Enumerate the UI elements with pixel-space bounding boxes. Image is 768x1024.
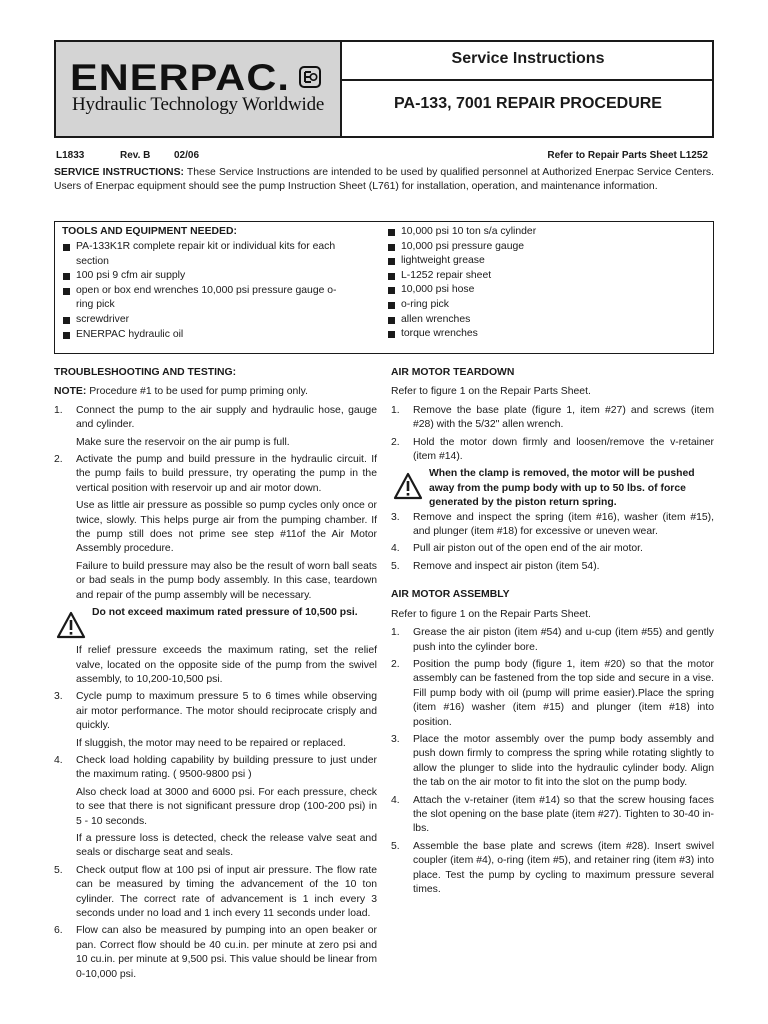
warning-icon xyxy=(393,472,423,500)
step-5: 5. Check output flow at 100 psi of input air pressure. The flow rate can be measured by timing the advancement of the 10 ton cylinder. The correct rate of advancement is 1 inch every 3 seconds under no load and 1 inch every 11 seconds under load. xyxy=(54,864,377,919)
revision: Rev. B xyxy=(120,150,151,161)
step-text: Place the motor assembly over the pump body assembly and push down firmly to compress the spring while rotating slightly to allow the plunger to slide into the hydraulic cylinder body. Align the tab on the air motor to fit into the slot on the pump body. xyxy=(413,733,714,789)
teardown-step-2: 2. Hold the motor down firmly and loosen/remove the v-retainer (item #14). xyxy=(391,436,714,463)
assembly-step-4: 4. Attach the v-retainer (item #14) so that the screw housing faces the slot opening on the base plate (item #27). Tighten to 30-40 in-lbs. xyxy=(391,794,714,835)
warning-text: Do not exceed maximum rated pressure of 10,500 psi. xyxy=(92,607,358,619)
step-text: Assemble the base plate and screws (item #28). Insert swivel coupler (item #4), o-ring (item #5), and retainer ring (item #3) into place. Test the pump by cycling to maximum pressure several times. xyxy=(413,840,714,895)
step-4: 4. Check load holding capability by building pressure to just under the maximum rating. ( 9500-9800 psi ) xyxy=(54,754,377,781)
list-item: torque wrenches xyxy=(387,327,687,342)
list-item: L-1252 repair sheet xyxy=(387,269,687,284)
step-2: 2. Activate the pump and build pressure in the hydraulic circuit. If the pump fails to build pressure, try operating the pump in the vertical position with reservoir up and air motor down. xyxy=(54,454,377,494)
list-item: PA-133K1R complete repair kit or individual kits for each section xyxy=(62,240,338,269)
teardown-intro: Refer to figure 1 on the Repair Parts Sheet. xyxy=(391,386,591,398)
procedure-title: PA-133, 7001 REPAIR PROCEDURE xyxy=(394,95,662,112)
step-text: Cycle pump to maximum pressure 5 to 6 times while observing air motor performance. The motor should reciprocate crisply and quickly. xyxy=(76,691,377,732)
list-item: ENERPAC hydraulic oil xyxy=(62,328,338,343)
step-text: Position the pump body (figure 1, item #20) so that the motor assembly can be fastened from the top side and secure in a vise. Fill pump body with oil (pump will prime easier).Place the spring (item #16) washer (item #15) and plunger (item #18) into position. xyxy=(413,658,714,728)
intro-label: SERVICE INSTRUCTIONS: xyxy=(54,167,184,178)
note xyxy=(54,385,377,399)
step-text: Check load holding capability by building pressure to just under the maximum rating. ( 9500-9800 psi ) xyxy=(76,754,377,781)
intro-paragraph xyxy=(54,166,714,195)
step-text: Check output flow at 100 psi of input air pressure. The flow rate can be measured by timing the advancement of the 10 ton cylinder. The correct rate of advancement is 1 inch every 3 seconds under no load and 1 inch every 11 seconds under load. xyxy=(76,864,377,919)
note-text: Procedure #1 to be used for pump priming only. xyxy=(89,386,308,398)
doc-date: 02/06 xyxy=(174,150,200,161)
pressure-warning xyxy=(54,606,377,644)
air-motor-section xyxy=(391,366,714,897)
teardown-step-5: 5. Remove and inspect air piston (item 54). xyxy=(391,560,600,572)
step-4-note-b: If a pressure loss is detected, check the release valve seat and seals or discharge seat and seals. xyxy=(76,832,377,859)
step-text: Hold the motor down firmly and loosen/remove the v-retainer (item #14). xyxy=(413,436,714,463)
step-text: Activate the pump and build pressure in the hydraulic circuit. If the pump fails to build pressure, try operating the pump in the vertical position with reservoir up and air motor down. xyxy=(76,454,377,494)
step-2-note-b: Failure to build pressure may also be the result of worn ball seats or bad seals in the pump body assembly. In this case, teardown and repair of the pump assembly will be necessary. xyxy=(76,560,377,601)
step-4-note-a: Also check load at 3000 and 6000 psi. For each pressure, check to see that there is not significant pressure drop (100-200 psi) in 5 - 10 seconds. xyxy=(76,786,377,827)
teardown-step-4: 4. Pull air piston out of the open end of the air motor. xyxy=(391,543,643,555)
list-item: 10,000 psi 10 ton s/a cylinder xyxy=(387,225,687,240)
step-text: Remove and inspect the spring (item #16), washer (item #15), and plunger (item #18) for excessive or uneven wear. xyxy=(413,511,714,538)
step-2-note-c: If relief pressure exceeds the maximum rating, set the relief valve, located on the opposite side of the pump from the swivel assembly, to 10,200-10,500 psi. xyxy=(76,645,377,685)
note-label: NOTE: xyxy=(54,386,87,398)
assembly-intro: Refer to figure 1 on the Repair Parts Sheet. xyxy=(391,608,591,620)
warning-text: When the clamp is removed, the motor will be pushed away from the pump body with up to 50 lbs. of force generated by the piston return spring. xyxy=(429,468,695,509)
document-header xyxy=(54,40,714,138)
step-2-note-a: Use as little air pressure as possible so pump cycles only once or twice, slowly. This helps purge air from the pumping chamber. If the pump still does not prime see step #11of the Air Motor Assembly procedure. xyxy=(76,500,377,555)
list-item: screwdriver xyxy=(62,313,338,328)
enerpac-logo: ENERPAC. xyxy=(70,57,291,98)
intro-text: These Service Instructions are intended to be used by qualified personnel at Authorized Enerpac Service Centers. Users of Enerpac equipment should see the pump Instruction Sheet (L761) for installation, operation, and maintenance information. xyxy=(54,167,714,193)
teardown-heading: AIR MOTOR TEARDOWN xyxy=(391,367,515,378)
tools-list-right xyxy=(387,225,687,342)
teardown-step-1: 1. Remove the base plate (figure 1, item #27) and screws (item #28) with the 5/32" allen wrench. xyxy=(391,404,714,431)
step-1-note: Make sure the reservoir on the air pump is full. xyxy=(76,436,290,448)
teardown-step-3: 3. Remove and inspect the spring (item #16), washer (item #15), and plunger (item #18) for excessive or uneven wear. xyxy=(391,511,714,538)
list-item: lightweight grease xyxy=(387,254,687,269)
step-text: Flow can also be measured by pumping into an open beaker or pan. Correct flow should be 40 cu.in. per minute at zero psi and 10 cu.in. per minute at 9,500 psi. This value should be linear from 0-10,000 psi. xyxy=(76,925,377,980)
list-item: allen wrenches xyxy=(387,313,687,328)
logo-mark-icon xyxy=(299,66,321,88)
list-item: o-ring pick xyxy=(387,298,687,313)
assembly-step-1: 1. Grease the air piston (item #54) and u-cup (item #55) and gently push into the cylinder bore. xyxy=(391,627,714,653)
tools-equipment-box xyxy=(54,221,714,354)
parts-sheet-reference: Refer to Repair Parts Sheet L1252 xyxy=(547,150,708,161)
step-text: Attach the v-retainer (item #14) so that the screw housing faces the slot opening on the base plate (item #27). Tighten to 30-40 in-lbs. xyxy=(413,794,714,835)
list-item: 100 psi 9 cfm air supply xyxy=(62,269,338,284)
step-text: Grease the air piston (item #54) and u-cup (item #55) and gently push into the cylinder bore. xyxy=(413,627,714,653)
step-6: 6. Flow can also be measured by pumping into an open beaker or pan. Correct flow should be 40 cu.in. per minute at zero psi and 10 cu.in. per minute at 9,500 psi. This value should be linear from 0-10,000 psi. xyxy=(54,925,377,980)
logo-tagline: Hydraulic Technology Worldwide xyxy=(72,94,325,115)
step-3-note: If sluggish, the motor may need to be repaired or replaced. xyxy=(76,737,346,749)
troubleshooting-heading: TROUBLESHOOTING AND TESTING: xyxy=(54,367,237,378)
warning-icon xyxy=(56,611,86,639)
header-divider xyxy=(342,79,714,81)
tools-heading: TOOLS AND EQUIPMENT NEEDED: xyxy=(62,226,237,237)
doc-number: L1833 xyxy=(56,150,85,161)
step-text: Remove and inspect air piston (item 54). xyxy=(413,560,600,572)
assembly-step-3: 3. Place the motor assembly over the pump body assembly and push down firmly to compress the spring while rotating slightly to allow the plunger to slide into the hydraulic cylinder body. Align the tab on the air motor to fit into the slot on the pump body. xyxy=(391,733,714,789)
logo-panel xyxy=(56,42,342,136)
list-item: 10,000 psi hose xyxy=(387,283,687,298)
step-1: 1. Connect the pump to the air supply and hydraulic hose, gauge and cylinder. xyxy=(54,404,377,431)
step-text: Connect the pump to the air supply and hydraulic hose, gauge and cylinder. xyxy=(76,404,377,431)
service-title: Service Instructions xyxy=(451,50,605,67)
step-text: Pull air piston out of the open end of the air motor. xyxy=(413,543,643,555)
troubleshooting-section xyxy=(54,366,377,982)
list-item: open or box end wrenches 10,000 psi pressure gauge o-ring pick xyxy=(62,284,338,313)
step-3: 3. Cycle pump to maximum pressure 5 to 6 times while observing air motor performance. The motor should reciprocate crisply and quickly. xyxy=(54,691,377,732)
step-text: Remove the base plate (figure 1, item #27) and screws (item #28) with the 5/32" allen wrench. xyxy=(413,404,714,431)
spring-force-warning xyxy=(391,467,714,510)
tools-list-left xyxy=(62,240,338,342)
assembly-step-5: 5. Assemble the base plate and screws (item #28). Insert swivel coupler (item #4), o-ring (item #5), and retainer ring (item #3) into place. Test the pump by cycling to maximum pressure several times. xyxy=(391,840,714,895)
assembly-step-2: 2. Position the pump body (figure 1, item #20) so that the motor assembly can be fastened from the top side and secure in a vise. Fill pump body with oil (pump will prime easier).Place the spring (item #16) washer (item #15) and plunger (item #18) into position. xyxy=(391,658,714,728)
assembly-heading: AIR MOTOR ASSEMBLY xyxy=(391,589,510,601)
list-item: 10,000 psi pressure gauge xyxy=(387,240,687,255)
